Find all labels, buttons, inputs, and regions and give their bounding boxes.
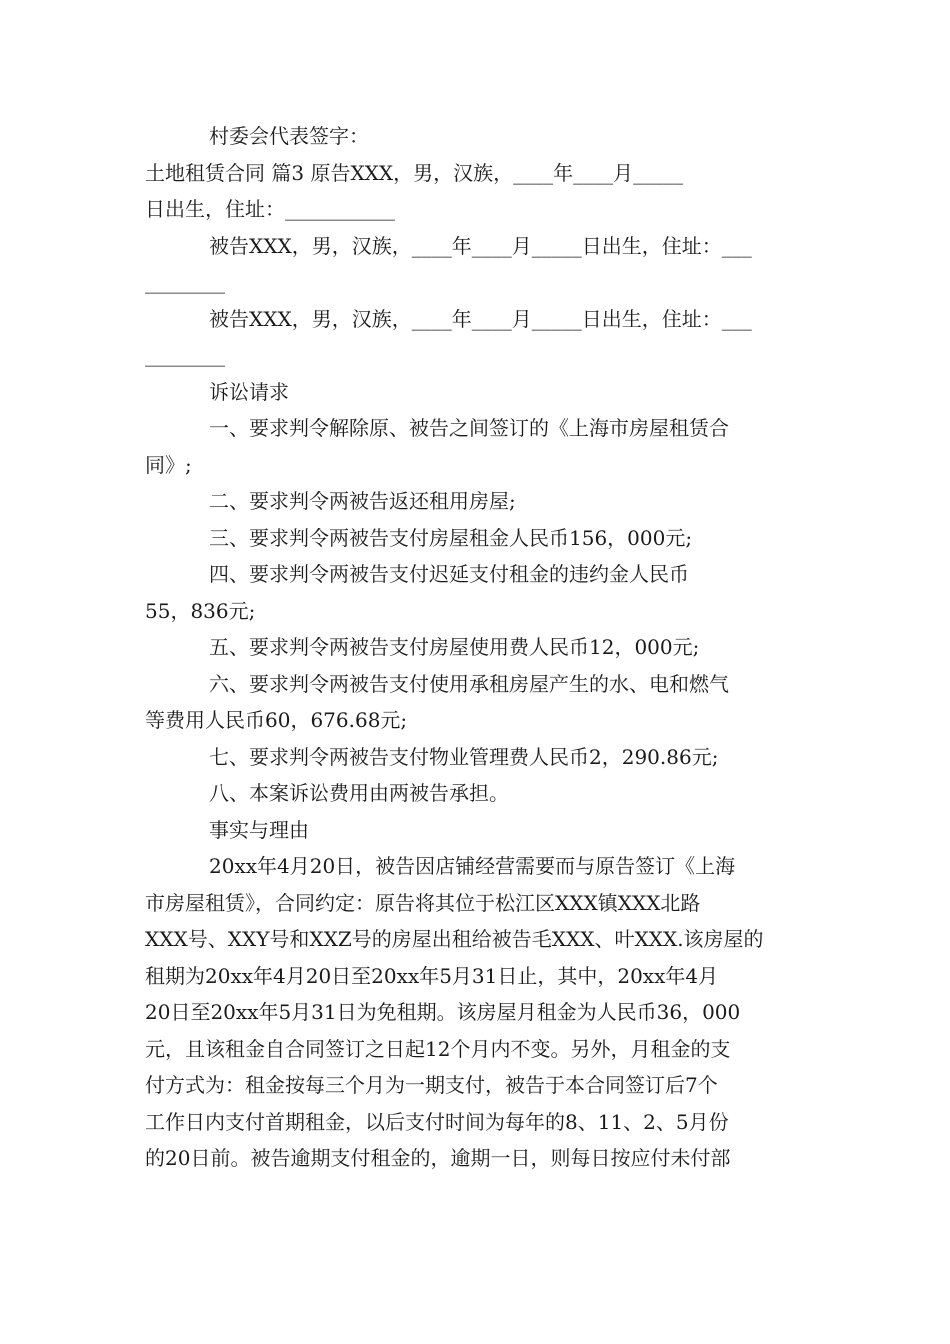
text-line: 七、要求判令两被告支付物业管理费人民币2，290.86元;: [209, 744, 719, 769]
text-line: 二、要求判令两被告返还租用房屋;: [209, 489, 516, 513]
text-line: ________: [145, 343, 225, 367]
text-line: 八、本案诉讼费用由两被告承担。: [209, 781, 509, 805]
text-line: 同》;: [145, 452, 192, 477]
text-line: 四、要求判令两被告支付迟延支付租金的违约金人民币: [209, 562, 689, 586]
text-line: 五、要求判令两被告支付房屋使用费人民币12，000元;: [209, 635, 700, 659]
text-line: 55，836元;: [145, 598, 256, 623]
text-line: 20日至20xx年5月31日为免租期。该房屋月租金为人民币36，000: [145, 1000, 741, 1024]
text-line: 的20日前。被告逾期支付租金的，逾期一日，则每日按应付未付部: [145, 1146, 731, 1170]
text-line: 等费用人民币60，676.68元;: [145, 708, 408, 732]
signature-line: 村委会代表签字：: [209, 124, 369, 148]
text-line: XXX号、XXY号和XXZ号的房屋出租给被告毛XXX、叶XXX.该房屋的: [145, 927, 764, 951]
text-line: 被告XXX，男，汉族，____年____月_____日出生，住址：___: [209, 233, 752, 258]
text-line: 土地租赁合同 篇3 原告XXX，男，汉族，____年____月_____: [145, 160, 684, 185]
document-body: [145, 118, 805, 1177]
text-line: 付方式为：租金按每三个月为一期支付，被告于本合同签订后7个: [145, 1073, 718, 1097]
text-line: 市房屋租赁》，合同约定：原告将其位于松江区XXX镇XXX北路: [145, 890, 701, 915]
text-line: 一、要求判令解除原、被告之间签订的《上海市房屋租赁合: [209, 416, 729, 440]
text-line: 租期为20xx年4月20日至20xx年5月31日止，其中，20xx年4月: [145, 963, 719, 988]
text-line: 三、要求判令两被告支付房屋租金人民币156，000元;: [209, 525, 693, 550]
text-line: 诉讼请求: [209, 379, 289, 404]
paragraph-lines: [145, 155, 805, 1177]
text-line: 被告XXX，男，汉族，____年____月_____日出生，住址：___: [209, 306, 752, 331]
text-line: ________: [145, 270, 225, 294]
text-line: 工作日内支付首期租金，以后支付时间为每年的8、11、2、5月份: [145, 1109, 729, 1134]
text-line: 事实与理由: [209, 817, 309, 842]
text-line: 元，且该租金自合同签订之日起12个月内不变。另外，月租金的支: [145, 1036, 731, 1061]
text-line: 日出生，住址：___________: [145, 197, 395, 221]
text-line: 六、要求判令两被告支付使用承租房屋产生的水、电和燃气: [209, 671, 729, 696]
text-line: 20xx年4月20日，被告因店铺经营需要而与原告签订《上海: [209, 854, 736, 878]
